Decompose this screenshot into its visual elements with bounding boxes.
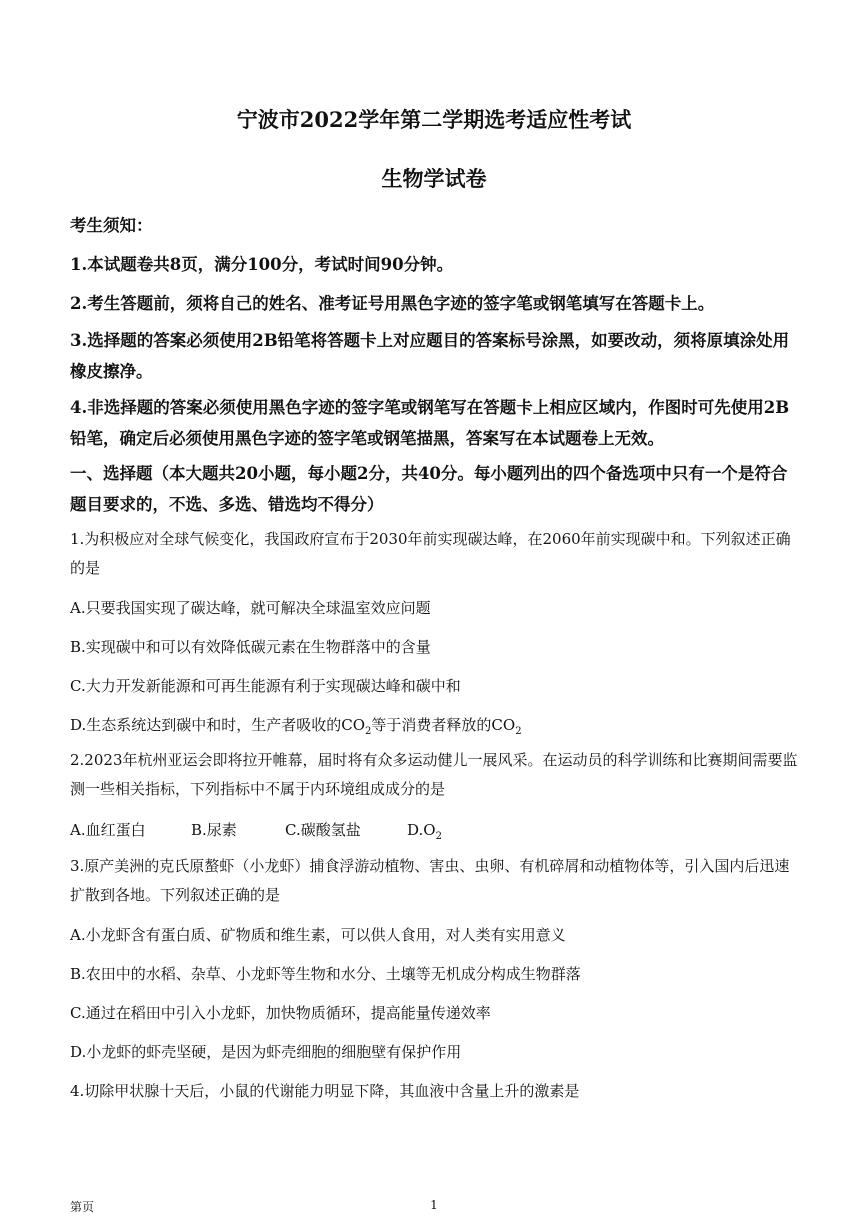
page-subtitle: 生物学试卷 bbox=[381, 166, 487, 191]
question-option: B.实现碳中和可以有效降低碳元素在生物群落中的含量 bbox=[70, 638, 431, 656]
question-option: B.农田中的水稻、杂草、小龙虾等生物和水分、土壤等无机成分构成生物群落 bbox=[70, 965, 581, 983]
question-option: C.通过在稻田中引入小龙虾，加快物质循环，提高能量传递效率 bbox=[70, 1004, 491, 1022]
question-option: A.小龙虾含有蛋白质、矿物质和维生素，可以供人食用，对人类有实用意义 bbox=[70, 926, 566, 944]
section-heading: 一、选择题（本大题共20小题，每小题2分，共40分。每小题列出的四个备选项中只有一个是符合题目要求的，不选、多选、错选均不得分） bbox=[70, 464, 788, 514]
instruction-item: 2.考生答题前，须将自己的姓名、准考证号用黑色字迹的签字笔或钢笔填写在答题卡上。 bbox=[70, 294, 715, 313]
question-stem: 1.为积极应对全球气候变化，我国政府宣布于2030年前实现碳达峰，在2060年前实现碳中和。下列叙述正确的是 bbox=[70, 530, 791, 577]
instruction-item: 4.非选择题的答案必须使用黑色字迹的签字笔或钢笔写在答题卡上相应区域内，作图时可先使用2B铅笔，确定后必须使用黑色字迹的签字笔或钢笔描黑，答案写在本试题卷上无效。 bbox=[70, 398, 790, 448]
question-option: D.生态系统达到碳中和时，生产者吸收的$CO_2$等于消费者释放的$CO_2$ bbox=[70, 716, 522, 737]
question-stem: 4.切除甲状腺十天后，小鼠的代谢能力明显下降，其血液中含量上升的激素是 bbox=[70, 1082, 580, 1100]
question-option: D.小龙虾的虾壳坚硬，是因为虾壳细胞的细胞壁有保护作用 bbox=[70, 1043, 462, 1061]
instructions-heading: 考生须知： bbox=[70, 216, 153, 235]
footer-page-number: 1 bbox=[430, 1198, 438, 1212]
question-stem: 3.原产美洲的克氏原螯虾（小龙虾）捕食浮游动植物、害虫、虫卵、有机碎屑和动植物体等，引入国内后迅速扩散到各地。下列叙述正确的是 bbox=[70, 857, 790, 904]
question-stem: 2.2023年杭州亚运会即将拉开帷幕，届时将有众多运动健儿一展风采。在运动员的科学训练和比赛期间需要监测一些相关指标，下列指标中不属于内环境组成成分的是 bbox=[70, 751, 798, 798]
page-title: 宁波市2022学年第二学期选考适应性考试 bbox=[236, 107, 632, 132]
question-option: C.大力开发新能源和可再生能源有利于实现碳达峰和碳中和 bbox=[70, 677, 461, 695]
question-options-row bbox=[70, 819, 442, 842]
question-option: A.血红蛋白 bbox=[70, 821, 146, 839]
question-option: C.碳酸氢盐 bbox=[285, 821, 361, 839]
instruction-item: 3.选择题的答案必须使用2B铅笔将答题卡上对应题目的答案标号涂黑，如要改动，须将原填涂处用橡皮擦净。 bbox=[70, 331, 790, 381]
question-option: $D.O_2$ bbox=[407, 821, 442, 842]
instruction-item: 1.本试题卷共8页，满分100分，考试时间90分钟。 bbox=[70, 255, 454, 274]
question-option: B.尿素 bbox=[191, 821, 237, 839]
question-option: A.只要我国实现了碳达峰，就可解决全球温室效应问题 bbox=[70, 599, 431, 617]
footer-page-label: 第页 bbox=[70, 1200, 95, 1214]
